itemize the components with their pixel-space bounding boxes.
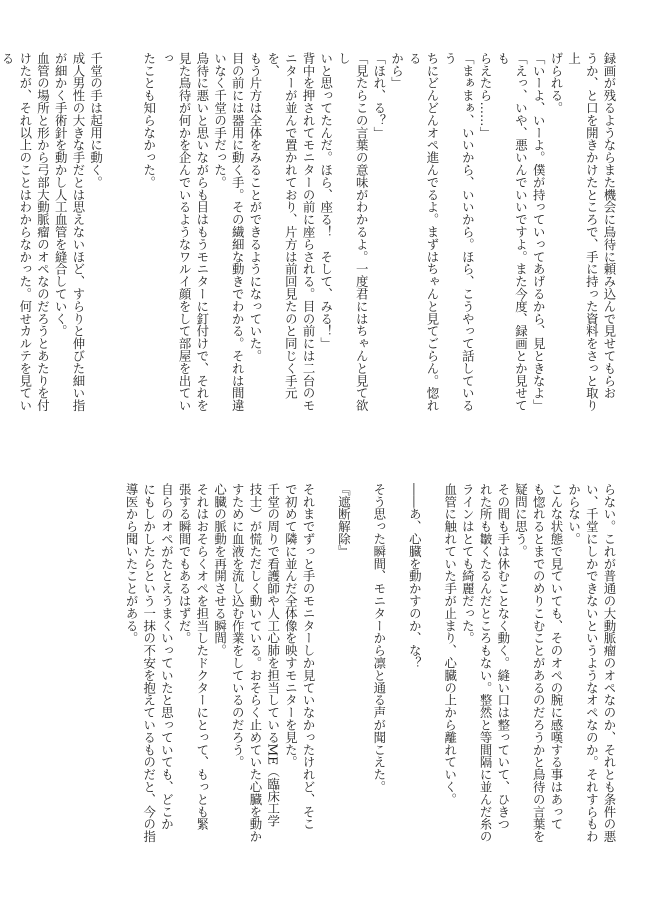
- text-line: からない。: [566, 483, 582, 545]
- text-line: 「まぁまぁ、いいから、いいから。ほら、こうやって話しているう: [442, 52, 476, 412]
- text-line: そう思った瞬間、モニターから凛と通る声が聞こえた。: [371, 483, 387, 793]
- text-line: 「えっ、いや、悪いんでいいですよ。また今度、録画とか見せても: [495, 52, 529, 412]
- text-line: それまでずっと手のモニターしか見ていなかったけれど、そこ: [301, 483, 317, 831]
- text-line: [423, 483, 441, 858]
- text-line: れた所も皺くたるんだところもない。整然と等間隔に並んだ糸の: [478, 483, 494, 843]
- text-line: 目の前には器用に動く手。その繊細な動きでわかる。それは間違: [230, 52, 246, 412]
- text-line: 『遮断解除』: [336, 483, 352, 558]
- text-line: いと思ってたんだ。ほら、座る！ そして、みる！」: [318, 52, 334, 350]
- text-line: 鳥待に悪いと思いながらも目はもうモニターに釘付けで、それを: [194, 52, 210, 412]
- text-line: [317, 483, 335, 858]
- text-line: 血管に触れていた手が止まり、心臓の上から離れていく。: [442, 483, 458, 806]
- text-line: [122, 52, 140, 416]
- text-line: らえたら……」: [478, 52, 494, 139]
- text-line: [105, 52, 123, 416]
- text-line: から」: [389, 52, 405, 90]
- text-line: げられる。: [548, 52, 564, 114]
- text-line: ニターが並んで置かれており、片方は前回見たのと同じく手元を、: [265, 52, 299, 400]
- text-line: も惚れるとまでのめりこむことがあるのだろうかと鳥待の言葉を: [531, 483, 547, 843]
- text-line: それはおそらくオペを担当したドクターにとって、もっとも緊: [194, 483, 210, 831]
- text-line: 「いーよ、いーよ。僕が持っていってあげるから、見ときなよ」: [531, 52, 547, 412]
- text-line: たことも知らなかった。: [141, 52, 157, 189]
- text-line: らない。これが普通の大動脈瘤のオペなのか、それとも条件の悪: [602, 483, 617, 843]
- text-line: 千堂の周りで看護師や人工心肺を担当しているME（臨床工学: [265, 483, 281, 828]
- text-line: 見た鳥待が何かを企んでいるようなワルイ顔をして部屋を出ていっ: [159, 52, 193, 412]
- text-line: けたが、それ以上のことはわからなかった。何せカルテを見ている: [0, 52, 33, 412]
- text-line: もう片方は全体をみることができるようになっていた。: [247, 52, 263, 362]
- text-line: こんな状態で見ていても、そのオペの腕に感嘆する事はあって: [548, 483, 564, 831]
- text-line: にもしかしたらという一抹の不安を抱えているものだと、今の指: [141, 483, 157, 843]
- text-line: 「見たらこの言葉の意味がわかるよ。一度君にはちゃんと見て欲し: [336, 52, 370, 412]
- text-line: ちにどんどんオペ進んでるよ。まずはちゃんと見てごらん。惚れる: [407, 52, 440, 412]
- text-line: [388, 483, 406, 858]
- text-line: 心臓の脈動を再開させる瞬間。: [212, 483, 228, 657]
- text-line: その間も手は休むことなく動く。縫い口は整っていて、ひきつ: [495, 483, 511, 831]
- text-line: ――あ、心臓を動かすのか、な？: [407, 483, 423, 669]
- lower-text-block: [90, 483, 618, 858]
- text-line: 録画が残るようならまた機会に鳥待に頼み込んで見せてもらお: [602, 52, 617, 400]
- text-line: [352, 483, 370, 858]
- text-line: 「ほれ、る？」: [371, 52, 387, 139]
- text-line: 自らのオペがたとえうまくいっていたと思っていても、どこか: [159, 483, 175, 831]
- text-line: 背中を押されてモニターの前に座らされる。目の前には二台のモ: [301, 52, 317, 412]
- text-line: 血管の場所と形から弓部大動脈瘤のオペなのだろうとあたりを付: [35, 52, 51, 412]
- text-line: で初めて隣に並んだ全体像を映すモニターを見た。: [283, 483, 299, 769]
- text-line: うか、と口を開きかけたところで、手に持った資料をさっと取り上: [566, 52, 600, 412]
- text-line: 疑問に思う。: [513, 483, 529, 558]
- upper-text-block: [0, 52, 618, 416]
- text-line: が細かく手術針を動かし人工血管を縫合していく。: [53, 52, 69, 338]
- text-line: いなく千堂の手だった。: [212, 52, 228, 189]
- text-line: ラインはとても綺麗だった。: [460, 483, 476, 645]
- text-line: 成人男性の大きな手だとは思えないほど、すらりと伸びた細い指: [70, 52, 86, 412]
- text-line: すために血液を流し込む作業をしているのだろう。: [230, 483, 246, 769]
- text-line: 張する瞬間でもあるはずだ。: [177, 483, 193, 645]
- text-line: 技士）が慌ただしく動いている。おそらく止めていた心臓を動か: [247, 483, 263, 843]
- text-line: 導医から聞いたことがある。: [124, 483, 140, 645]
- text-line: い、千堂にしかできないというようなオペなのか。それすらもわ: [584, 483, 600, 843]
- text-line: 千堂の手は起用に動く。: [88, 52, 104, 189]
